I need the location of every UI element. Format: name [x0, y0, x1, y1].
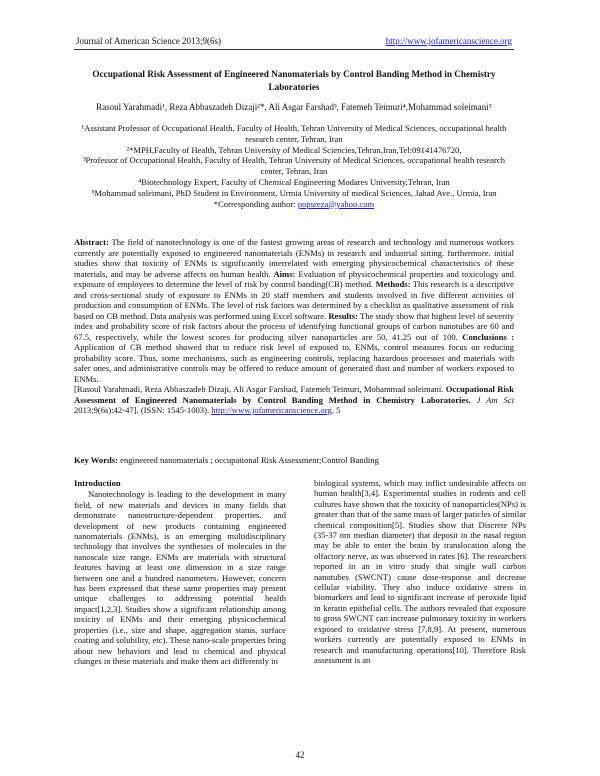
abstract [74, 237, 514, 416]
abstract-methods: This research is a descriptive and cross-sectional study of exposure to ENMs in 20 staff members and students involved in five different activities of production and consumption of ENMs. The level of risk factors was determined by a checklist as qualitative assessment of risk based on CB method. Data analysis was performed using Excel software. [74, 279, 514, 321]
affiliation-5: ⁵Mohammad soleimani, PhD Student in Environment, Urmia University of medical Sciences, Jahad Ave., Urmia, Iran [91, 187, 497, 198]
corresponding-author [76, 199, 512, 210]
running-header [76, 36, 512, 46]
introduction-paragraph-right: biological systems, which may inflict undesirable affects on human health[3,4]. Experimental studies in rodents and cell cultures have shown that the toxicity of nanoparticles(NPs) is greater than that of the same mass of larger paticles of similar chemical composition[5]. Studies show that Discrete NPs (35-37 nm median diameter) that deposit in the nasal region may be able to enter the brain by translocation along the olfactory nerve, as was observed in rates [6]. The researchers reported in an in vitro study that single wall carbon nanotubes (SWCNT) cause dose-response and decrease cellular viability. They also induce oxidative stress in biomarkers and lead to significant increase of peroxide lipid in keratin epithelial cells. The authors revealed that exposure to gross SWCNT can increase pulmonary toxicity in workers exposed to oxidative stress [7,8,9]. At present, numerous workers currently are potentially exposed to ENMs in research and manufacturing operations[10]. Therefore Risk assessment is an [314, 478, 526, 665]
keywords-text: engineered nanomaterials ; occupational Risk Assessment;Control Banding [118, 455, 379, 465]
introduction-heading: Introduction [74, 478, 121, 488]
affiliation-1: ¹Assistant Professor of Occupational Health, Faculty of Health, Tehran University of Medical Sciences, occupational health research center, Tehran, Iran [81, 123, 507, 144]
citation-title: Occupational Risk Assessment of Engineered Nanomaterials by Control Banding Method in Chemistry Laboratories. [74, 384, 514, 405]
page-number: 42 [295, 750, 305, 760]
citation-journal: J Am Sci [470, 394, 514, 405]
aims-label: Aims: [273, 268, 296, 279]
conclusions-label: Conclusions : [462, 331, 514, 342]
abstract-conclusions: Application of CB method showed that to reduce risk level of exposed to, ENMs, control measures focus on reducing probability score. Thus, some mechanisms, such as engineering controls, replacing hazardous processes and materials with safer ones, and administrative controls may be offered to reduce amount of generated dust and number of workers exposed to ENMs. [74, 342, 514, 384]
abstract-body [74, 237, 514, 384]
affiliations [76, 123, 512, 209]
body-column-right [314, 478, 526, 665]
affiliation-4: ⁴Biotechnology Expert, Faculty of Chemical Engineering Modares University,Tehran, Iran [138, 176, 450, 187]
abstract-results: The study show that highest level of severity index and probability score of risk factors about the process of identifying functional groups of carbon nanotubes are 60 and 67.5, respectively, while the lowest scores for producing silver nanoparticles are 50, 41.25 out of 100. [74, 310, 515, 342]
author-list: Rasoul Yarahmadi¹, Reza Abbaszadeh Dizaji²*, Ali Asgar Farshad³, Fatemeh Teimuri⁴,Mohammad soleimani⁵ [96, 102, 492, 112]
journal-name: Journal of American Science 2013;9(6s) [76, 36, 221, 46]
abstract-label: Abstract: [74, 237, 109, 247]
introduction-paragraph-left: Nanotechnology is leading to the development in many field, of new materials and devices in many fields that demonstrate nanostructure-dependent properties. and development of new products containing engineered nanomaterials (ENMs), is an emerging multidisciplinary technology that involves the synthesies of molecules in the nanoscale size range. ENMs are materials with structural features having at least one dimension in a size range between one and a hundred nanometers. However, concern has been expressed that these same properties may present unique challenges to addressing potential health impact[1,2,3]. Studies show a significant relationship among toxicity of ENMs and their emerging physicochemical properties (i.e., size and shape, aggregation status, surface coating and solubility, etc). These nano-scale properties bring about new behaviors and lead to chemical and physical changes in these materials and make them act differently in [74, 489, 286, 666]
affiliation-3: ³Professor of Occupational Health, Faculty of Health, Tehran University of Medical Sciences, occupational health research center, Tehran, Iran [82, 155, 506, 177]
results-label: Results: [328, 310, 358, 321]
paper-title: Occupational Risk Assessment of Engineered Nanomaterials by Control Banding Method in Chemistry Laboratories [92, 69, 496, 92]
abstract-background: The field of nanotechnology is one of the fastest growing areas of research and technology and numerous workers currently are potentially exposed to engineered nanomaterials (ENMs) in research and industrial sitting. furthermore. initial studies show that toxicity of ENMs is significantly interrelated with emerging physicochemical characteristics of these materials, and may be adverse affects on human health. [74, 237, 514, 279]
citation-suffix: . 5 [331, 405, 341, 415]
abstract-aims: Evaluation of physicochemical properties and toxicology and exposure of employees to determine the level of risk by control banding(CB) method. [74, 268, 514, 289]
affiliation-2: ²*MPH,Faculty of Health, Tehran University of Medical Sciencies,Tehran,Iran,Tel:09141476720, [126, 144, 462, 155]
citation-authors: [Rasoul Yarahmadi, Reza Abbaszadeh Dizaji, Ali Asgar Farshad, Fatemeh Teimuri, Mohammad soleimani. [74, 384, 446, 394]
corresponding-label: *Corresponding author: [213, 198, 298, 209]
citation-url-link[interactable]: http://www.jofamericanscience.org [211, 405, 332, 415]
corresponding-email-link[interactable]: popsreza@yahoo.com [297, 198, 375, 209]
methods-label: Methods: [375, 279, 411, 289]
header-divider [74, 49, 514, 50]
keywords [74, 455, 514, 466]
citation [74, 384, 514, 416]
body-column-left [74, 478, 286, 666]
citation-details: 2013;9(6s):42-47]. (ISSN: 1545-1003). [74, 405, 212, 415]
keywords-label: Key Words: [74, 455, 119, 465]
journal-url-link[interactable]: http://www.jofamericanscience.org [385, 36, 512, 46]
